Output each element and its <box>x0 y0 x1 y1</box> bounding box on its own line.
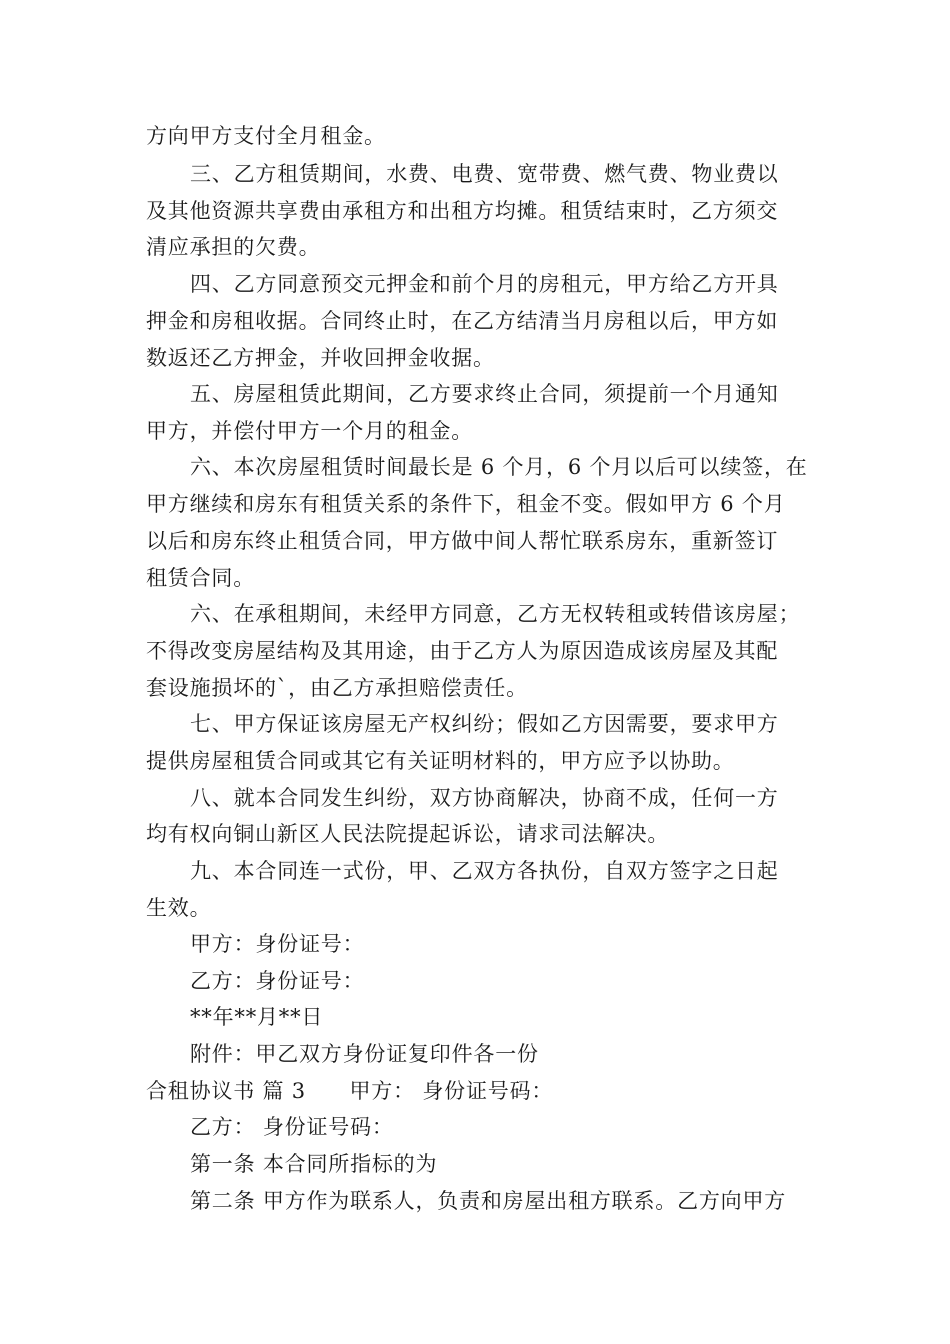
text-line: 套设施损坏的`，由乙方承担赔偿责任。 <box>146 676 528 700</box>
text-line: 押金和房租收据。合同终止时，在乙方结清当月房租以后，甲方如 <box>146 309 779 333</box>
paragraph-line: 三、乙方租赁期间，水费、电费、宽带费、燃气费、物业费以 <box>190 162 779 186</box>
text-line: 租赁合同。 <box>146 566 255 590</box>
paragraph-line: 八、就本合同发生纠纷，双方协商解决，协商不成，任何一方 <box>190 786 779 810</box>
signature-party-b: 乙方：身份证号： <box>190 969 365 993</box>
text-line: 清应承担的欠费。 <box>146 235 321 259</box>
party-b-line: 乙方： 身份证号码： <box>190 1115 394 1139</box>
paragraph-line: 七、甲方保证该房屋无产权纠纷；假如乙方因需要，要求甲方 <box>190 712 779 736</box>
text-line: 生效。 <box>146 896 212 920</box>
signature-date: **年**月**日 <box>190 1005 324 1029</box>
text-line: 以后和房东终止租赁合同，甲方做中间人帮忙联系房东，重新签订 <box>146 529 779 553</box>
paragraph-line: 四、乙方同意预交元押金和前个月的房租元，甲方给乙方开具 <box>190 272 779 296</box>
text-line: 甲方，并偿付甲方一个月的租金。 <box>146 419 473 443</box>
article-1: 第一条 本合同所指标的为 <box>190 1152 438 1176</box>
attachment-note: 附件：甲乙双方身份证复印件各一份 <box>190 1042 539 1066</box>
paragraph-line: 九、本合同连一式份，甲、乙双方各执份，自双方签字之日起 <box>190 859 779 883</box>
paragraph-line: 六、本次房屋租赁时间最长是 6 个月，6 个月以后可以续签，在 <box>190 455 808 479</box>
article-2: 第二条 甲方作为联系人，负责和房屋出租方联系。乙方向甲方 <box>190 1189 787 1213</box>
text-line: 提供房屋租赁合同或其它有关证明材料的，甲方应予以协助。 <box>146 749 735 773</box>
text-line: 数返还乙方押金，并收回押金收据。 <box>146 346 495 370</box>
text-line: 均有权向铜山新区人民法院提起诉讼，请求司法解决。 <box>146 822 670 846</box>
text-line: 方向甲方支付全月租金。 <box>146 124 386 148</box>
text-line: 甲方继续和房东有租赁关系的条件下，租金不变。假如甲方 6 个月 <box>146 492 786 516</box>
text-line: 不得改变房屋结构及其用途，由于乙方人为原因造成该房屋及其配 <box>146 639 779 663</box>
paragraph-line: 五、房屋租赁此期间，乙方要求终止合同，须提前一个月通知 <box>190 382 779 406</box>
text-line: 及其他资源共享费由承租方和出租方均摊。租赁结束时，乙方须交 <box>146 199 779 223</box>
paragraph-line: 六、在承租期间，未经甲方同意，乙方无权转租或转借该房屋； <box>190 602 801 626</box>
signature-party-a: 甲方：身份证号： <box>190 932 365 956</box>
section-heading: 合租协议书 篇 3 甲方： 身份证号码： <box>146 1079 554 1103</box>
